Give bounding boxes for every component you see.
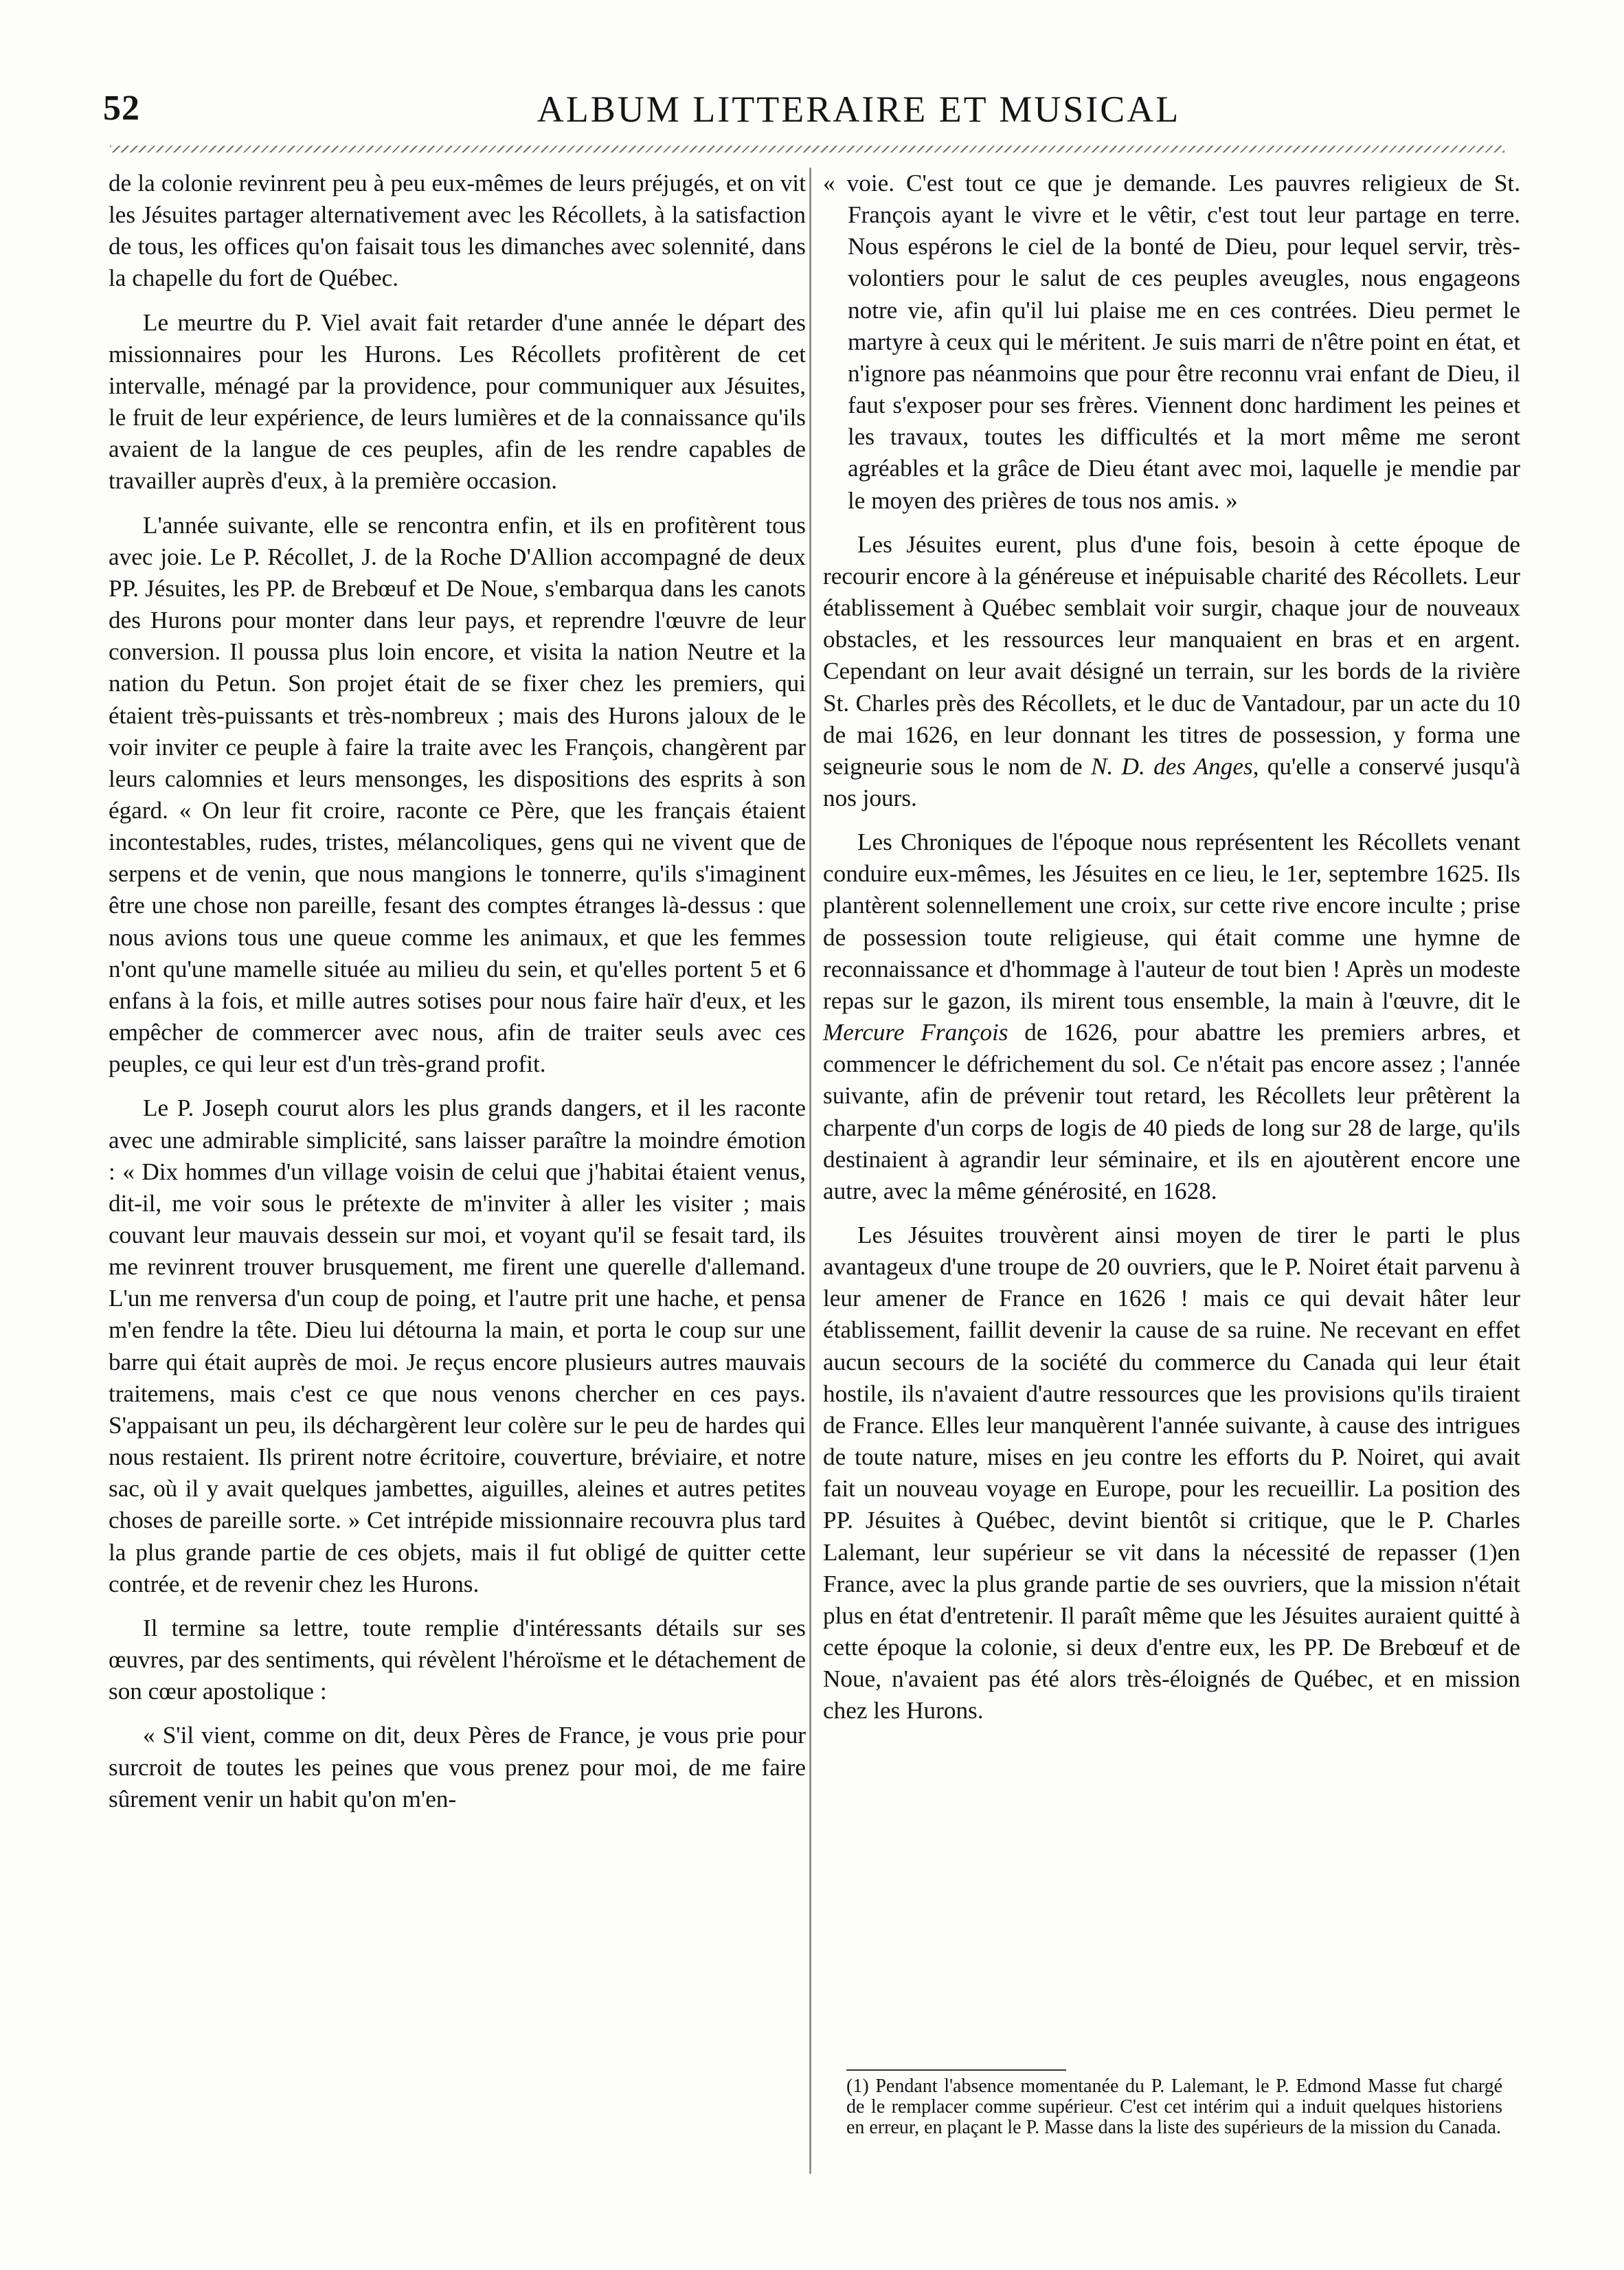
- column-divider: [809, 168, 811, 2174]
- running-title: ALBUM LITTERAIRE ET MUSICAL: [537, 89, 1181, 130]
- paragraph-text: Les Chroniques de l'époque nous représentent les Récollets venant conduire eux-mêmes, les Jésuites en ce lieu, le 1er, septembre 1625. Ils plantèrent solennellement une croix, sur cette rive encore inculte ; prise de possession toute religieuse, qui était comme une hymne de reconnaissance et d'hommage à l'auteur de tout bien ! Après un modeste repas sur le gazon, ils mirent tous ensemble, la main à l'œuvre, dit le: [823, 829, 1520, 1014]
- paragraph: Les Jésuites trouvèrent ainsi moyen de tirer le parti le plus avantageux d'une troupe de 20 ouvriers, que le P. Noiret était parvenu à leur amener de France en 1626 ! mais ce qui devait hâter leur établissement, faillit devenir la cause de sa ruine. Ne recevant en effet aucun secours de la société du commerce du Canada qui leur était hostile, ils n'avaient d'autre ressources que les provisions qu'ils tiraient de France. Elles leur manquèrent l'année suivante, à cause des intrigues de toute nature, mises en jeu contre les efforts du P. Noiret, qui avait fait un nouveau voyage en Europe, pour les recueillir. La position des PP. Jésuites à Québec, devint bientôt si critique, que le P. Charles Lalemant, leur supérieur se vit dans la nécessité de repasser (1)en France, avec la plus grande partie de ses ouvriers, que la mission n'était plus en état d'entretenir. Il paraît même que les Jésuites auraient quitté à cette époque la colonie, si deux d'entre eux, les PP. De Brebœuf et de Noue, n'avaient pas été alors très-éloignés de Québec, et en mission chez les Hurons.: [823, 1222, 1520, 1724]
- paragraph: Il termine sa lettre, toute remplie d'intéressants détails sur ses œuvres, par des sentiments, qui révèlent l'héroïsme et le détachement de son cœur apostolique :: [109, 1614, 806, 1705]
- paragraph: Le P. Joseph courut alors les plus grands dangers, et il les raconte avec une admirable simplicité, sans laisser paraître la moindre émotion : « Dix hommes d'un village voisin de celui que j'habitai étaient venus, dit-il, me voir sous le prétexte de m'inviter à aller les visiter ; mais couvant leur mauvais dessein sur moi, et voyant qu'il se fesait tard, ils me revinrent trouver brusquement, me firent une querelle d'allemand. L'un me renversa d'un coup de poing, et l'autre prit une hache, et pensa m'en fendre la tête. Dieu lui détourna la main, et porta le coup sur une barre qui était auprès de moi. Je reçus encore plusieurs autres mauvais traitemens, mais c'est ce que nous venons chercher en ces pays. S'appaisant un peu, ils déchargèrent leur colère sur le peu de hardes qui nous restaient. Ils prirent notre écritoire, couverture, bréviaire, et notre sac, où il y avait quelques jambettes, aiguilles, aleines et autres petites choses de pareille sorte. » Cet intrépide missionnaire recouvra plus tard la plus grande partie de ces objets, mais il fut obligé de quitter cette contrée, et de revenir chez les Hurons.: [109, 1094, 806, 1597]
- italic-place-name: N. D. des Anges: [1090, 752, 1253, 780]
- paragraph: [823, 827, 1520, 1207]
- paragraph: Le meurtre du P. Viel avait fait retarder d'une année le départ des missionnaires pour les Hurons. Les Récollets profitèrent de cet intervalle, ménagé par la providence, pour communiquer aux Jésuites, le fruit de leur expérience, de leurs lumières et de la connaissance qu'ils avaient de la langue de ces peuples, afin de les rendre capables de travailler auprès d'eux, à la première occasion.: [109, 308, 806, 495]
- paragraph: L'année suivante, elle se rencontra enfin, et ils en profitèrent tous avec joie. Le P. Récollet, J. de la Roche D'Allion accompagné de deux PP. Jésuites, les PP. de Brebœuf et De Noue, s'embarqua dans les canots des Hurons pour monter dans leur pays, et reprendre l'œuvre de leur conversion. Il poussa plus loin encore, et visita la nation Neutre et la nation du Petun. Son projet était de se fixer chez les premiers, qui étaient très-puissants et très-nombreux ; mais des Hurons jaloux de le voir inviter ce peuple à faire la traite avec les François, changèrent par leurs calomnies et leurs mensonges, les dispositions des esprits à son égard. « On leur fit croire, raconte ce Père, que les français étaient incontestables, rudes, tristes, mélancoliques, gens qui ne vivent que de serpens et de venin, que nous mangions le tonnerre, qu'ils s'imaginent être une chose non pareille, fesant des comptes étranges là-dessus : que nous avions tous une queue comme les animaux, et que les femmes n'ont qu'une mamelle située au milieu du sein, et qu'elles portent 5 et 6 enfans à la fois, et mille autres sotises pour nous faire haïr d'eux, et les empêcher de commercer avec nous, afin de traiter seuls avec ces peuples, ce qui leur est d'un très-grand profit.: [109, 511, 806, 1078]
- paragraph: [823, 529, 1520, 814]
- header-rule: [110, 146, 1504, 153]
- left-column: [109, 168, 806, 1815]
- right-column: [823, 168, 1520, 1727]
- paragraph-text: , qu'elle a conservé jusqu'à nos jours.: [823, 752, 1520, 811]
- footnote: (1) Pendant l'absence momentanée du P. Lalemant, le P. Edmond Masse fut chargé de le remplacer comme supérieur. C'est cet intérim qui a induit quelques historiens en erreur, en plaçant le P. Masse dans la liste des supérieurs de la mission du Canada.: [846, 2076, 1502, 2138]
- footnote-rule: [846, 2069, 1066, 2071]
- paragraph-text: de 1626, pour abattre les premiers arbres, et commencer le défrichement du sol. Ce n'était pas encore assez ; l'année suivante, afin de prévenir tout retard, les Récollets leur prêtèrent la charpente d'un corps de logis de 40 pieds de long sur 28 de large, qu'ils destinaient à agrandir leur séminaire, et ils en ajoutèrent encore une autre, avec la même générosité, en 1628.: [823, 1019, 1520, 1204]
- paragraph: de la colonie revinrent peu à peu eux-mêmes de leurs préjugés, et on vit les Jésuites partager alternativement avec les Récollets, à la satisfaction de tous, les offices qu'on faisait tous les dimanches avec solennité, dans la chapelle du fort de Québec.: [109, 170, 806, 292]
- quote-paragraph: « S'il vient, comme on dit, deux Pères de France, je vous prie pour surcroit de toutes les peines que vous prenez pour moi, de me faire sûrement venir un habit qu'on m'en-: [109, 1722, 806, 1812]
- paragraph-text: Les Jésuites eurent, plus d'une fois, besoin à cette époque de recourir encore à la généreuse et inépuisable charité des Récollets. Leur établissement à Québec semblait voir surgir, chaque jour de nouveaux obstacles, et les ressources leur manquaient en bras et en argent. Cependant on leur avait désigné un terrain, sur les bords de la rivière St. Charles près des Récollets, et le duc de Vantadour, par un acte du 10 de mai 1626, en leur donnant les titres de possession, y forma une seigneurie sous le nom de: [823, 530, 1520, 780]
- italic-publication-name: Mercure François: [823, 1019, 1008, 1046]
- quote-paragraph: « voie. C'est tout ce que je demande. Les pauvres religieux de St. François ayant le vivre et le vêtir, c'est tout leur partage en terre. Nous espérons le ciel de la bonté de Dieu, pour lequel servir, très-volontiers pour le salut de ces peuples aveugles, nous engageons notre vie, afin qu'il lui plaise me en ces contrées. Dieu permet le martyre à ceux qui le méritent. Je suis marri de n'être point en état, et n'ignore pas néanmoins que pour être reconnu vrai enfant de Dieu, il faut s'exposer pour ses frères. Viennent donc hardiment les peines et les travaux, toutes les difficultés et la mort même me seront agréables et la grâce de Dieu étant avec moi, laquelle je mendie par le moyen des prières de tous nos amis. »: [823, 170, 1520, 514]
- page-number: 52: [103, 89, 140, 128]
